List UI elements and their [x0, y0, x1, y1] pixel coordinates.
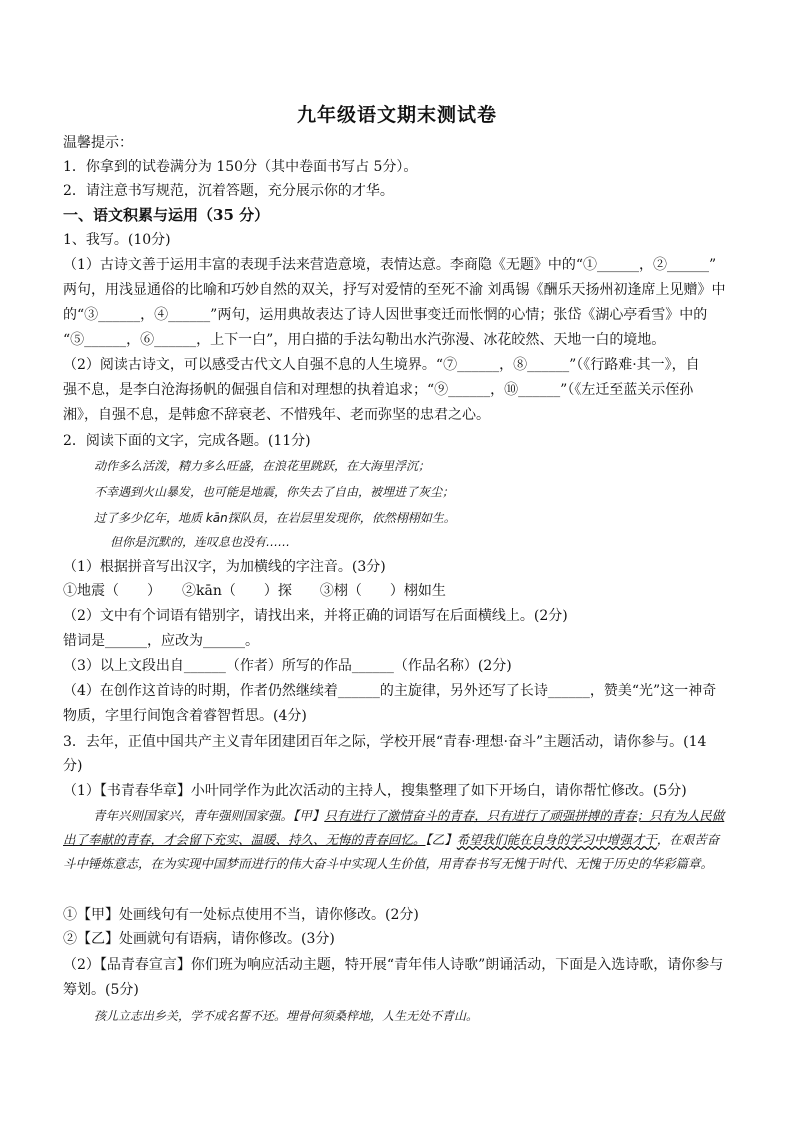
question-2-heading: 2．阅读下面的文字，完成各题。(11分): [63, 433, 311, 449]
question-1-line: 强不息，是李白沧海扬帆的倔强自信和对理想的执着追求；“⑨______，⑩______”（《左迁至蓝关示侄孙: [63, 382, 694, 398]
question-3-heading: 分): [63, 758, 83, 774]
question-2-sub-2: （2）文中有个词语有错别字，请找出来，并将正确的词语写在后面横线上。(2分): [63, 608, 568, 624]
speech-text: 青年兴则国家兴，青年强则国家强。【甲】: [93, 808, 325, 823]
question-1-line: “⑤______，⑥______，上下一白”，用白描的手法勾勒出水汽弥漫、冰花皎然、天地一白的境地。: [63, 332, 666, 348]
question-1-line: （1）古诗文善于运用丰富的表现手法来营造意境，表情达意。李商隐《无题》中的“①______，②______”: [63, 257, 717, 273]
question-2-sub-3: （3）以上文段出自______（作者）所写的作品______（作品名称）(2分): [63, 658, 512, 674]
poem-line: 不幸遇到火山暴发，也可能是地震，你失去了自由，被埋进了灰尘；: [94, 485, 455, 499]
page-title: 九年级语文期末测试卷: [296, 104, 497, 126]
question-3-item-b: ②【乙】处画就句有语病，请你修改。(3分): [63, 931, 335, 947]
question-1-line: 的“③______，④______”两句，运用典故表达了诗人因世事变迁而怅惘的心情；张岱《湖心亭看雪》中的: [63, 307, 708, 323]
poem-line: 但你是沉默的，连叹息也没有……: [110, 535, 291, 549]
question-3-sub-2: 筹划。(5分): [63, 982, 139, 998]
poem-line: 动作多么活泼，精力多么旺盛，在浪花里跳跃，在大海里浮沉；: [94, 459, 431, 473]
selected-poem: 孩儿立志出乡关，学不成名誓不还。埋骨何须桑梓地，人生无处不青山。: [94, 1009, 479, 1023]
tip-2: 2．请注意书写规范，沉着答题，充分展示你的才华。: [63, 183, 394, 199]
speech-text: 【乙】: [425, 832, 457, 847]
question-2-sub-4: （4）在创作这首诗的时期，作者仍然继续着______的主旋律，另外还写了长诗______，赞美“光”这一神奇: [63, 683, 717, 699]
question-1-heading: 1、我写。(10分): [63, 232, 171, 248]
question-2-sub-2-answer: 错词是______，应改为______。: [63, 633, 259, 649]
question-1-line: 湘》，自强不息，是韩愈不辞衰老、不惜残年、老而弥坚的忠君之心。: [63, 407, 490, 423]
question-3-sub-1: （1）【书青春华章】小叶同学作为此次活动的主持人，搜集整理了如下开场白，请你帮忙修改。(5分): [63, 783, 687, 799]
tip-1: 1．你拿到的试卷满分为 150分（其中卷面书写占 5分）。: [63, 159, 418, 175]
section-heading: 一、语文积累与运用（35 分）: [63, 206, 270, 224]
underlined-sentence-jia: 只有进行了激情奋斗的青春，只有进行了顽强拼搏的青春；只有为人民做出了奉献的青春，才会留下充实、温暖、持久、无悔的青春回忆。: [63, 808, 725, 847]
question-2-sub-4: 物质，字里行间饱含着睿智哲思。(4分): [63, 708, 307, 724]
poem-line: 过了多少亿年，地质 kān探队员，在岩层里发现你，依然栩栩如生。: [94, 511, 456, 525]
question-3-sub-2: （2）【品青春宣言】你们班为响应活动主题，特开展“青年伟人诗歌”朗诵活动，下面是入选诗歌，请你参与: [63, 957, 724, 973]
question-1-line: 两句，用浅显通俗的比喻和巧妙自然的双关，抒写对爱情的至死不渝 刘禹锡《酬乐天扬州初逢席上见赠》中: [63, 282, 726, 298]
question-1-line: （2）阅读古诗文，可以感受古代文人自强不息的人生境界。“⑦______，⑧______”（《行路难·其一》，自: [63, 357, 700, 373]
question-3-heading: 3．去年，正值中国共产主义青年团建团百年之际，学校开展“青春·理想·奋斗”主题活动，请你参与。(14: [63, 734, 707, 750]
speech-text: ，在艰苦奋斗中锤炼意志，在为实现中国梦而进行的伟大奋斗中实现人生价值，用青春书写无愧于时代、无愧于历史的华彩篇章。: [63, 832, 720, 871]
question-3-item-a: ①【甲】处画线句有一处标点使用不当，请你修改。(2分): [63, 907, 419, 923]
question-2-sub-1: （1）根据拼音写出汉字，为加横线的字注音。(3分): [63, 559, 386, 575]
question-2-sub-1-options: ①地震（ ） ②kān（ ）探 ③栩（ ）栩如生: [63, 583, 446, 599]
underlined-sentence-yi: 希望我们能在自身的学习中增强才干: [456, 832, 657, 847]
opening-speech: [63, 804, 731, 876]
tips-heading: 温馨提示：: [63, 135, 133, 151]
